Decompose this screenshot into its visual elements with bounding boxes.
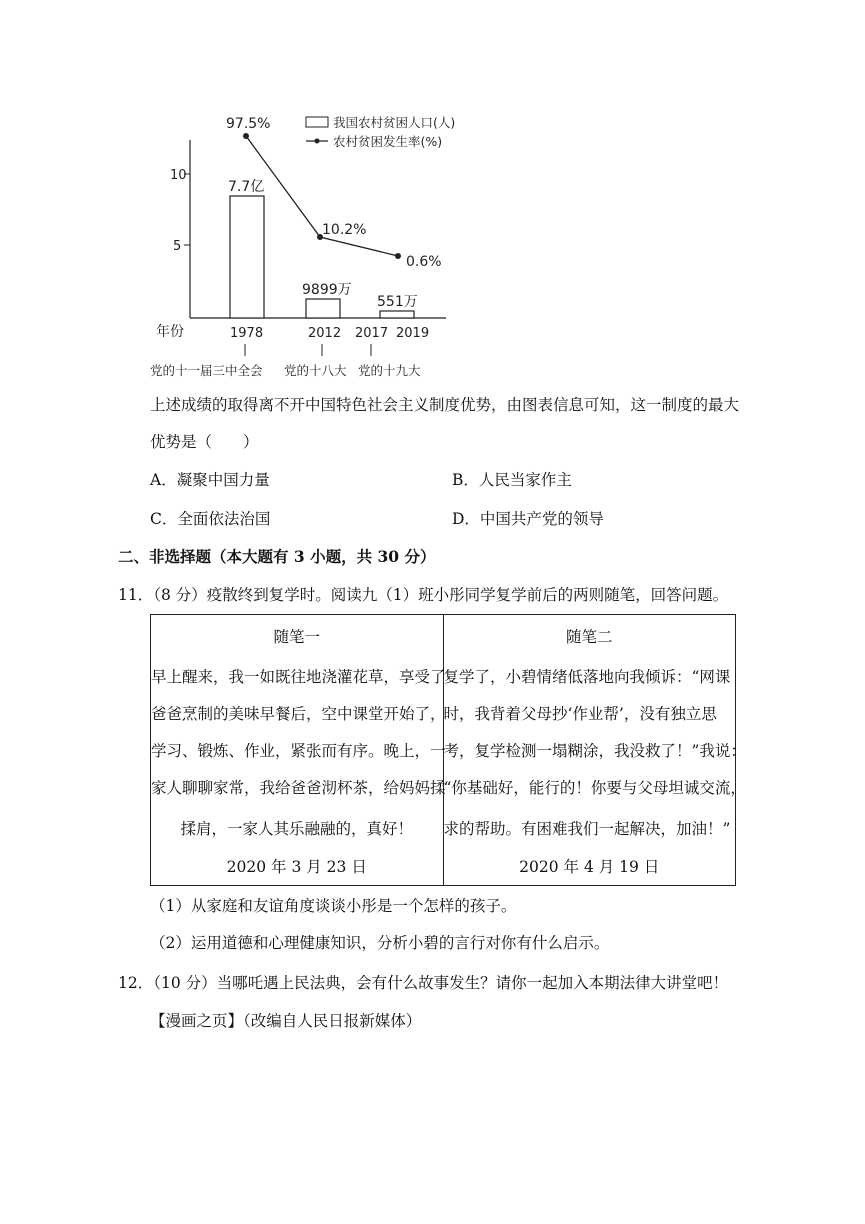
bar-label-1978: 7.7亿 (228, 179, 265, 195)
note-one-title: 随笔一 (273, 628, 320, 646)
q12-sub: 【漫画之页】（改编自人民日报新媒体） (150, 1012, 422, 1030)
q11-sub1: （1）从家庭和友谊角度谈谈小彤是一个怎样的孩子。 (150, 897, 517, 915)
legend-line-dot (315, 139, 320, 144)
line-point-2019 (395, 253, 401, 259)
notes-table (150, 614, 746, 886)
y-tick-label: 10 (170, 168, 187, 183)
note-one-line: 早上醒来，我一如既往地浇灌花草，享受了 (151, 668, 446, 686)
event-label: 党的十八大 (284, 363, 347, 378)
bar-label-2012: 9899万 (302, 282, 352, 298)
q11-sub2: （2）运用道德和心理健康知识，分析小碧的言行对你有什么启示。 (150, 934, 610, 952)
x-axis-label: 年份 (156, 324, 184, 340)
event-label: 党的十九大 (358, 363, 421, 378)
q10-stem-line2: 优势是（ ） (150, 433, 259, 451)
q11-stem: 11．（8 分）疫散终到复学时。阅读九（1）班小彤同学复学前后的两则随笔，回答问题。 (118, 586, 729, 604)
note-two-title: 随笔二 (565, 628, 613, 646)
section-heading: 二、非选择题（本大题有 3 小题，共 30 分） (118, 547, 436, 566)
event-label: 党的十一届三中全会 (150, 363, 263, 378)
note-one (151, 615, 444, 886)
line-point-1978 (243, 133, 249, 139)
legend-bar-swatch (306, 117, 328, 127)
y-tick-label: 5 (173, 239, 182, 254)
note-two-line: 复学了，小碧情绪低落地向我倾诉：“网课 (443, 668, 731, 686)
note-two-line: 求的帮助。有困难我们一起解决，加油！” (443, 820, 731, 838)
note-two (443, 615, 746, 886)
note-one-line: 爸爸烹制的美味早餐后，空中课堂开始了， (151, 705, 446, 723)
note-one-date: 2020 年 3 月 23 日 (226, 858, 367, 876)
q12-stem: 12．（10 分）当哪吒遇上民法典，会有什么故事发生？请你一起加入本期法律大讲堂吧！ (118, 974, 729, 992)
note-one-line: 学习、锻炼、作业，紧张而有序。晚上，一 (151, 742, 446, 760)
legend-bar-label: 我国农村贫困人口(人) (333, 115, 456, 130)
legend-line-label: 农村贫困发生率(%) (333, 134, 443, 149)
x-tick-label: 2012 (308, 326, 342, 341)
note-two-line: “你基础好，能行的！你要与父母坦诚交流， (443, 779, 746, 797)
line-label-1978: 97.5% (226, 116, 271, 132)
note-two-date: 2020 年 4 月 19 日 (519, 858, 660, 876)
note-two-line: 考，复学检测一塌糊涂，我没救了！”我说： (443, 742, 746, 760)
poverty-chart (150, 100, 480, 385)
x-tick-label: 2019 (396, 326, 430, 341)
note-one-line: 揉肩，一家人其乐融融的，真好！ (180, 820, 413, 838)
line-label-2019: 0.6% (406, 254, 442, 270)
x-tick-label: 2017 (355, 326, 389, 341)
bar-1978 (230, 196, 264, 318)
x-tick-label: 1978 (230, 326, 264, 341)
q10-option-b: B．人民当家作主 (452, 471, 572, 489)
q10-option-d: D．中国共产党的领导 (452, 510, 604, 528)
bar-label-2019: 551万 (377, 294, 418, 310)
note-one-line: 家人聊聊家常，我给爸爸沏杯茶，给妈妈揉 (151, 779, 446, 797)
q10-stem-line1: 上述成绩的取得离不开中国特色社会主义制度优势，由图表信息可知，这一制度的最大 (150, 396, 740, 414)
note-two-line: 时，我背着父母抄‘作业帮’，没有独立思 (443, 705, 717, 723)
q10-option-a: A．凝聚中国力量 (150, 471, 270, 489)
bar-2012 (306, 299, 340, 318)
q10-option-c: C．全面依法治国 (150, 510, 271, 528)
line-label-2012: 10.2% (322, 222, 367, 238)
bar-2019 (380, 311, 414, 318)
